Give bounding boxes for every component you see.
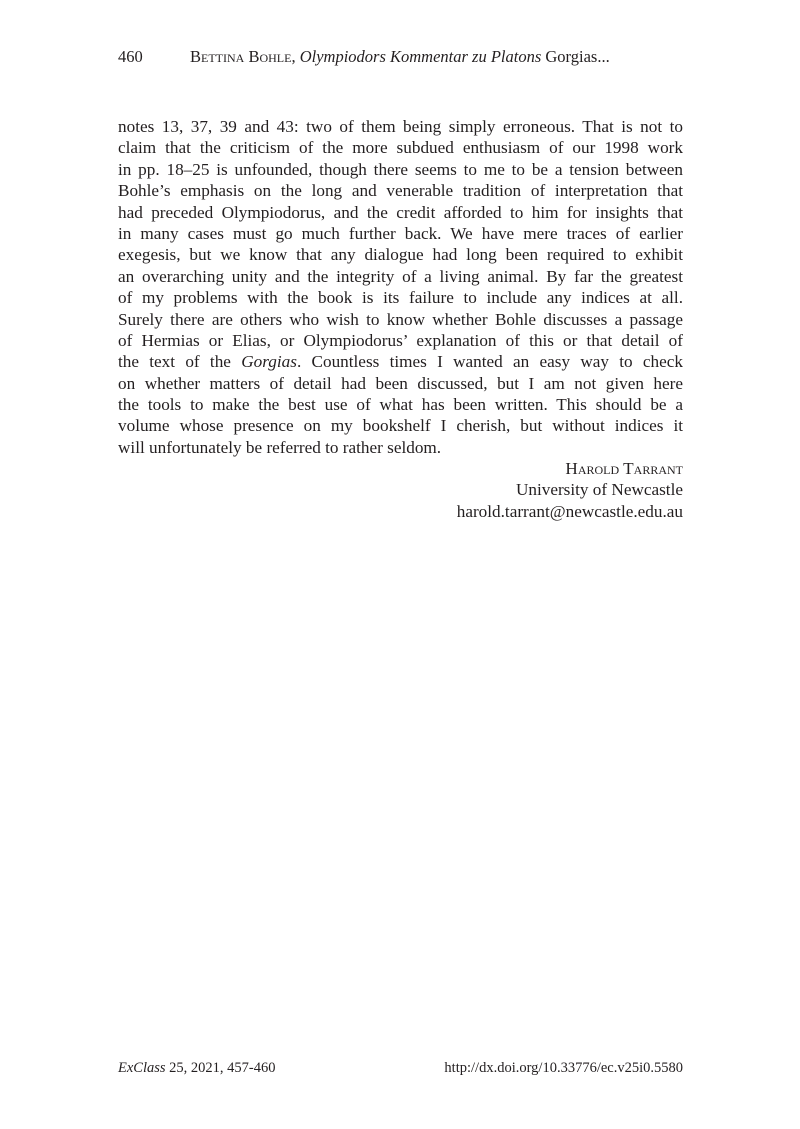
signature-email: harold.tarrant@newcastle.edu.au [456,501,683,521]
body-line: of Hermias or Elias, or Olympiodorus’ explanation of this or that detail of [118,330,683,350]
body-line: will unfortunately be referred to rather seldom. [118,437,442,457]
body-line: had preceded Olympiodorus, and the credit afforded to him for insights that [118,202,683,222]
body-line [118,351,683,372]
body-line: the tools to make the best use of what has been written. This should be a [118,395,683,415]
body-line: Surely there are others who wish to know whether Bohle discusses a passage [118,309,683,329]
body-line: claim that the criticism of the more subdued enthusiasm of our 1998 work [118,138,683,158]
header-author: Bettina Bohle [190,47,292,66]
line-part: . Countless times I wanted an easy way to check [296,352,683,372]
body-line: in pp. 18–25 is unfounded, though there seems to me to be a tension between [118,159,683,179]
body-line: of my problems with the book is its failure to include any indices at all. [118,288,683,308]
body-line: notes 13, 37, 39 and 43: two of them being simply erroneous. That is not to [118,117,683,136]
body-line: on whether matters of detail had been discussed, but I am not given here [118,373,683,393]
signature [457,458,683,522]
header-title: Olympiodors Kommentar zu Platons [299,47,542,66]
italic-title: Gorgias [241,352,297,372]
page-number: 460 [118,47,143,66]
body-line: an overarching unity and the integrity of a living animal. By far the greatest [118,266,683,286]
body-line: Bohle’s emphasis on the long and venerable tradition of interpretation that [118,181,683,201]
signature-affiliation: University of Newcastle [515,480,683,500]
footer-doi[interactable]: http://dx.doi.org/10.33776/ec.v25i0.5580 [444,1060,683,1076]
header-title-rest: Gorgias... [541,47,610,66]
footer-volume: 25, 2021, 457-460 [165,1060,276,1076]
running-header: Bettina Bohle, Olympiodors Kommentar zu Platons Gorgias... [190,47,610,66]
body-line: exegesis, but we know that any dialogue had long been required to exhibit [118,245,683,265]
body-text [118,116,683,458]
body-line: volume whose presence on my bookshelf I cherish, but without indices it [118,416,683,436]
footer-journal: ExClass [118,1060,166,1076]
footer-citation [118,1060,276,1077]
signature-name: Harold Tarrant [565,459,683,478]
body-line: in many cases must go much further back. We have mere traces of earlier [118,223,683,243]
line-part: the text of the [118,352,242,372]
